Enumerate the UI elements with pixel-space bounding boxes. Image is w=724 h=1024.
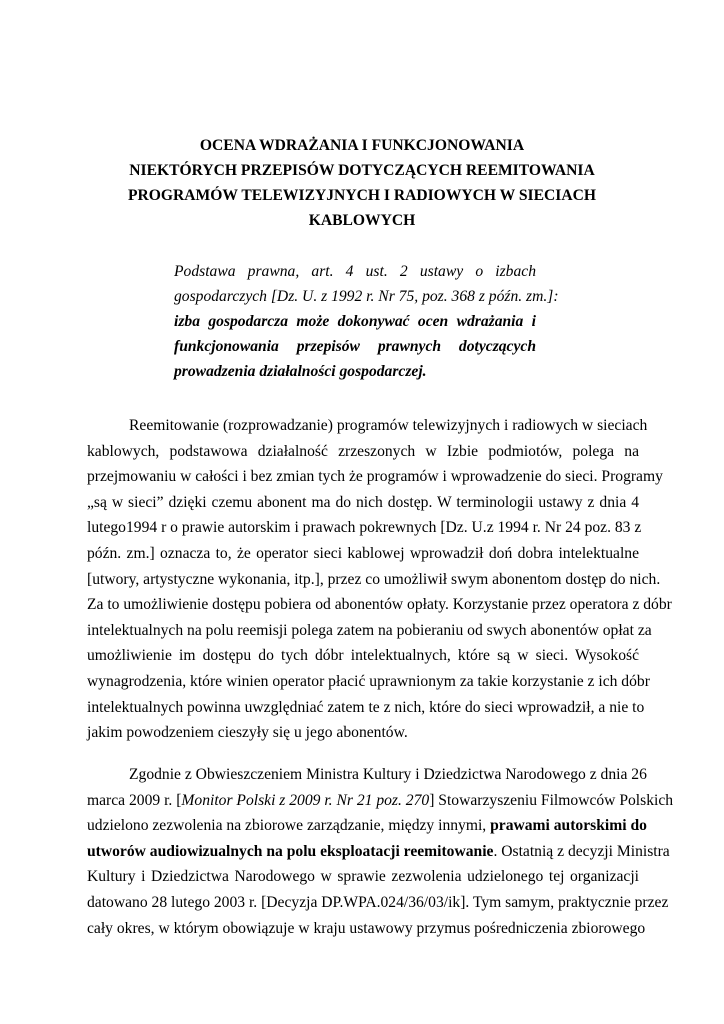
paragraph-line: późn. zm.] oznacza to, że operator sieci kablowej wprowadził doń dobra intelektualne (87, 544, 639, 562)
title-line: OCENA WDRAŻANIA I FUNKCJONOWANIA (199, 137, 525, 154)
paragraph-reemission (87, 413, 672, 746)
paragraph-line: Zgodnie z Obwieszczeniem Ministra Kultury i Dziedzictwa Narodowego z dnia 26 (129, 766, 647, 783)
title-line: PROGRAMÓW TELEWIZYJNYCH I RADIOWYCH W SIECIACH (127, 187, 597, 204)
citation-monitor-polski: Monitor Polski z 2009 r. Nr 21 poz. 270 (181, 791, 430, 809)
line-segment: . Ostatnią z decyzji Ministra (493, 842, 670, 860)
paragraph-line: lutego1994 r o prawie autorskim i prawach pokrewnych [Dz. U.z 1994 r. Nr 24 poz. 83 z (87, 519, 642, 537)
paragraph-line: kablowych, podstawowa działalność zrzeszonych w Izbie podmiotów, polega na (87, 442, 639, 460)
line-segment: udzielono zezwolenia na zbiorowe zarządzanie, między innymi, (87, 817, 491, 835)
paragraph-line: wynagrodzenia, które winien operator płacić uprawnionym za takie korzystanie z ich dóbr (87, 672, 650, 690)
paragraph-line: przejmowaniu w całości i bez zmian tych że programów i wprowadzenie do sieci. Programy (87, 468, 663, 486)
title-line: KABLOWYCH (308, 212, 416, 229)
paragraph-line: Kultury i Dziedzictwa Narodowego w sprawie zezwolenia udzielonego tej organizacji (87, 868, 639, 886)
paragraph-line: intelektualnych powinna uwzględniać zatem te z nich, które do sieci wprowadził, a nie to (87, 698, 645, 716)
paragraph-line: umożliwienie im dostępu do tych dóbr intelektualnych, które są w sieci. Wysokość (87, 647, 639, 665)
title-line: NIEKTÓRYCH PRZEPISÓW DOTYCZĄCYCH REEMITOWANIA (129, 162, 595, 179)
paragraph-line: jakim powodzeniem cieszyły się u jego abonentów. (87, 724, 408, 742)
legal-basis-line: gospodarczych [Dz. U. z 1992 r. Nr 75, poz. 368 z późn. zm.]: (174, 288, 559, 305)
legal-basis-line: Podstawa prawna, art. 4 ust. 2 ustawy o izbach (174, 263, 536, 280)
legal-basis-line: funkcjonowania przepisów prawnych dotyczących (174, 338, 536, 355)
paragraph-line: intelektualnych na polu reemisji polega zatem na pobieraniu od swych abonentów opłat za (87, 621, 652, 639)
paragraph-line (87, 788, 674, 814)
line-segment: marca 2009 r. [ (87, 791, 182, 809)
paragraph-line (87, 839, 670, 865)
legal-basis-line: prowadzenia działalności gospodarczej. (174, 363, 427, 380)
legal-basis-line: izba gospodarcza może dokonywać ocen wdrażania i (174, 313, 536, 330)
paragraph-line: [utwory, artystyczne wykonania, itp.], przez co umożliwił swym abonentom dostęp do nich. (87, 570, 661, 588)
paragraph-announcement (87, 762, 674, 941)
document-title (86, 133, 638, 233)
paragraph-line: Za to umożliwienie dostępu pobiera od abonentów opłaty. Korzystanie przez operatora z dóbr (87, 596, 672, 614)
paragraph-line: „są w sieci” dzięki czemu abonent ma do nich dostęp. W terminologii ustawy z dnia 4 (87, 493, 639, 511)
legal-basis-block (174, 259, 559, 384)
paragraph-line: cały okres, w którym obowiązuje w kraju ustawowy przymus pośredniczenia zbiorowego (87, 919, 646, 937)
line-segment: ] Stowarzyszeniu Filmowców Polskich (429, 791, 674, 809)
paragraph-line: Reemitowanie (rozprowadzanie) programów telewizyjnych i radiowych w sieciach (129, 417, 648, 434)
emphasis-text: utworów audiowizualnych na polu eksploatacji reemitowanie (87, 842, 494, 860)
emphasis-text: prawami autorskimi do (490, 817, 647, 835)
paragraph-line: datowano 28 lutego 2003 r. [Decyzja DP.WPA.024/36/03/ik]. Tym samym, praktycznie przez (87, 893, 669, 911)
paragraph-line (87, 813, 647, 839)
